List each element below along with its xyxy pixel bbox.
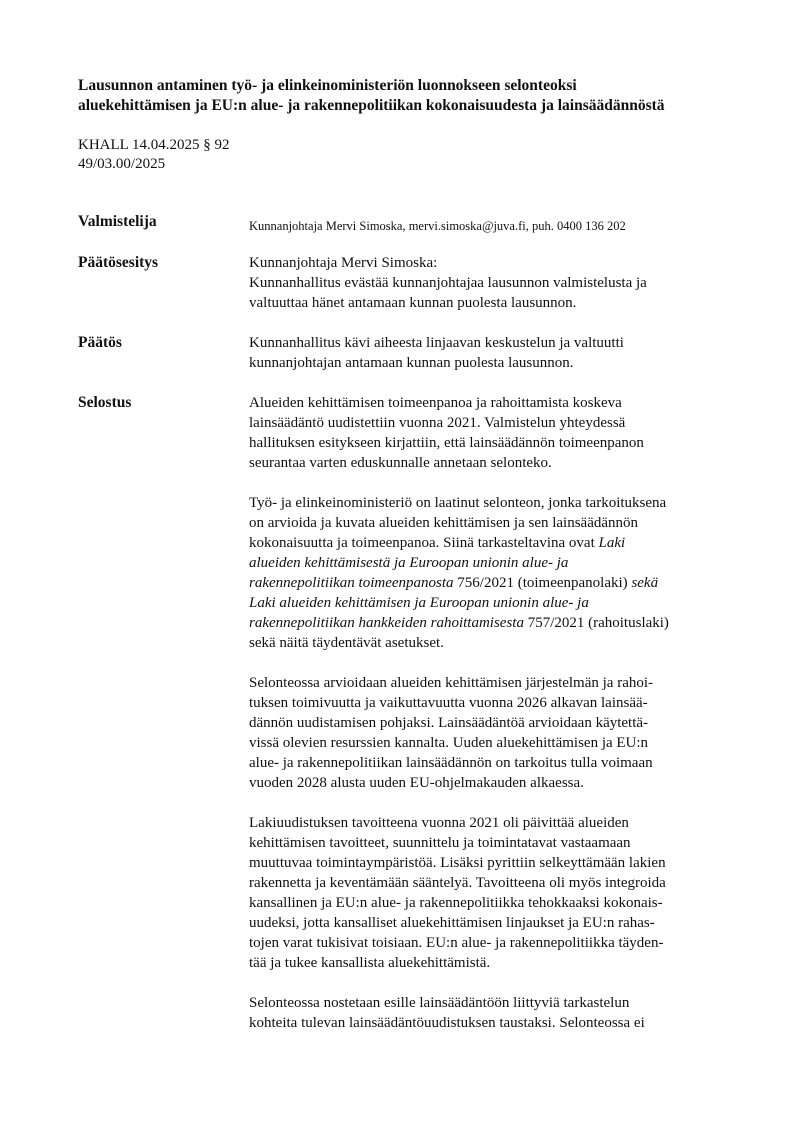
title-line-2: aluekehittämisen ja EU:n alue- ja rakennepolitiikan kokonaisuudesta ja lainsäädännöstä [78, 97, 665, 114]
text-line: tää ja tukee kansallista aluekehittämistä. [249, 955, 491, 971]
meeting-reference [78, 136, 230, 174]
valmistelija-line: Kunnanjohtaja Mervi Simoska, mervi.simoska@juva.fi, puh. 0400 136 202 [249, 219, 626, 233]
text-line: Työ- ja elinkeinoministeriö on laatinut selonteon, jonka tarkoituksena [249, 495, 667, 511]
paatosesitys-line: Kunnanhallitus evästää kunnanjohtajaa lausunnon valmistelusta ja [249, 275, 647, 291]
text-line: alue- ja rakennepolitiikan lainsäädännön on tarkoitus tulla voimaan [249, 755, 653, 771]
text-line: tuksen toimivuutta ja vaikuttavuutta vuonna 2026 alkavan lainsää- [249, 695, 648, 711]
text-line: Selonteossa nostetaan esille lainsäädäntöön liittyviä tarkastelun [249, 995, 630, 1011]
text-line: muuttuvaa toimintaympäristöä. Lisäksi pyrittiin selkeyttämään lakien [249, 855, 666, 871]
selostus-text [249, 393, 749, 1053]
text-line: seurantaa varten eduskunnalle annetaan selonteko. [249, 455, 552, 471]
paatos-line: Kunnanhallitus kävi aiheesta linjaavan keskustelun ja valtuutti [249, 335, 624, 351]
title-line-1: Lausunnon antaminen työ- ja elinkeinoministeriön luonnokseen selonteoksi [78, 77, 577, 94]
law-title-segment: Laki alueiden kehittämisen ja Euroopan unionin alue- ja [249, 595, 589, 611]
valmistelija-label: Valmistelija [78, 213, 157, 230]
text-line: on arvioida ja kuvata alueiden kehittämisen ja sen lainsäädännön [249, 515, 639, 531]
text-segment: 756/2021 (toimeenpanolaki) [453, 575, 632, 591]
paatosesitys-line: valtuuttaa hänet antamaan kunnan puolesta lausunnon. [249, 295, 577, 311]
law-title-segment: alueiden kehittämisestä ja Euroopan unionin alue- ja [249, 555, 569, 571]
document-title [78, 76, 758, 116]
text-segment-italic: sekä [631, 575, 659, 591]
paatosesitys-line: Kunnanjohtaja Mervi Simoska: [249, 255, 438, 271]
paatosesitys-text [249, 253, 749, 313]
selostus-label: Selostus [78, 394, 132, 411]
selostus-paragraph-1 [249, 393, 749, 473]
text-line [249, 613, 749, 633]
text-segment: kokonaisuutta ja toimeenpanoa. Siinä tarkasteltavina ovat [249, 535, 599, 551]
law-title-segment: rakennepolitiikan toimeenpanosta [249, 575, 454, 591]
paatos-text [249, 333, 749, 373]
text-segment: 757/2021 (rahoituslaki) [523, 615, 669, 631]
valmistelija-text [249, 216, 749, 236]
text-line: rakennetta ja keventämään sääntelyä. Tavoitteena oli myös integroida [249, 875, 666, 891]
text-line: kansallinen ja EU:n alue- ja rakennepolitiikka tehokkaaksi kokonais- [249, 895, 663, 911]
selostus-paragraph-4 [249, 813, 749, 973]
text-line: lainsäädäntö uudistettiin vuonna 2021. Valmistelun yhteydessä [249, 415, 626, 431]
selostus-paragraph-3 [249, 673, 749, 793]
paatos-line: kunnanjohtajan antamaan kunnan puolesta lausunnon. [249, 355, 574, 371]
text-line [249, 553, 749, 573]
text-line: hallituksen esitykseen kirjattiin, että lainsäädännön toimeenpanon [249, 435, 644, 451]
text-line: sekä näitä täydentävät asetukset. [249, 635, 444, 651]
paatos-label: Päätös [78, 334, 122, 351]
paatosesitys-label: Päätösesitys [78, 254, 159, 271]
text-line: vuoden 2028 alusta uuden EU-ohjelmakauden alkaessa. [249, 775, 584, 791]
selostus-paragraph-2 [249, 493, 749, 653]
text-line [249, 533, 749, 553]
law-title-segment: Laki [598, 535, 626, 551]
text-line: kohteita tulevan lainsäädäntöuudistuksen taustaksi. Selonteossa ei [249, 1015, 645, 1031]
diary-number: 49/03.00/2025 [78, 156, 166, 172]
text-line: Selonteossa arvioidaan alueiden kehittämisen järjestelmän ja rahoi- [249, 675, 654, 691]
text-line: Lakiuudistuksen tavoitteena vuonna 2021 oli päivittää alueiden [249, 815, 629, 831]
text-line: dännön uudistamisen pohjaksi. Lainsäädäntöä arvioidaan käytettä- [249, 715, 649, 731]
text-line: Alueiden kehittämisen toimeenpanoa ja rahoittamista koskeva [249, 395, 622, 411]
text-line [249, 573, 749, 593]
text-line: tojen varat tukisivat toisiaan. EU:n alue- ja rakennepolitiikka täyden- [249, 935, 664, 951]
text-line: vissä olevien resurssien kannalta. Uuden aluekehittämisen ja EU:n [249, 735, 649, 751]
meeting-section: KHALL 14.04.2025 § 92 [78, 137, 230, 153]
law-title-segment: rakennepolitiikan hankkeiden rahoittamisesta [249, 615, 524, 631]
text-line [249, 593, 749, 613]
selostus-paragraph-5 [249, 993, 749, 1033]
text-line: uudeksi, jotta kansalliset aluekehittämisen linjaukset ja EU:n rahas- [249, 915, 655, 931]
text-line: kehittämisen tavoitteet, suunnittelu ja toimintatavat vastaamaan [249, 835, 631, 851]
